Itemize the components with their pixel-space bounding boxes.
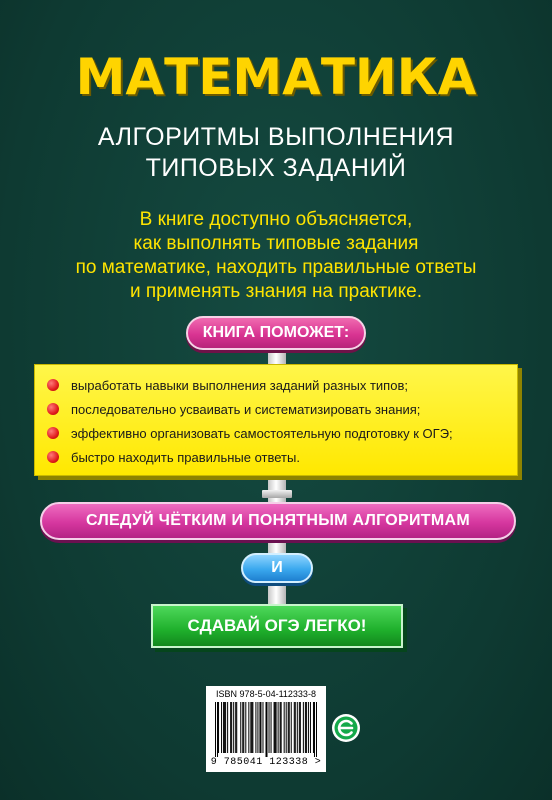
list-item <box>47 445 517 469</box>
barcode-bar <box>295 702 296 753</box>
helps-list <box>34 364 518 476</box>
barcode-bar <box>316 702 317 757</box>
barcode-bar <box>251 702 252 753</box>
exam-banner: СДАВАЙ ОГЭ ЛЕГКО! <box>151 604 403 648</box>
barcode-bar <box>299 702 300 753</box>
helps-header: КНИГА ПОМОЖЕТ: <box>186 316 366 350</box>
barcode-bar <box>314 702 315 757</box>
book-description <box>0 208 552 304</box>
barcode-bar <box>227 702 228 753</box>
barcode-bar <box>257 702 258 753</box>
barcode-bar <box>225 702 226 753</box>
barcode-bars <box>215 702 317 757</box>
barcode-bar <box>262 702 263 753</box>
barcode <box>206 686 326 772</box>
barcode-bar <box>305 702 306 753</box>
barcode-bar <box>231 702 232 753</box>
description-line: по математике, находить правильные ответы <box>75 257 477 278</box>
list-item <box>47 373 517 397</box>
barcode-bar <box>294 702 295 753</box>
barcode-bar <box>230 702 231 753</box>
barcode-bar <box>266 702 267 757</box>
barcode-bar <box>215 702 216 757</box>
description-line: В книге доступно объясняется, <box>139 209 413 230</box>
book-subtitle <box>0 122 552 184</box>
barcode-bar <box>313 702 314 753</box>
barcode-bar <box>274 702 275 753</box>
connector-post-base <box>262 490 292 498</box>
barcode-bar <box>281 702 282 753</box>
red-bullet-icon <box>47 379 59 391</box>
description-line: как выполнять типовые задания <box>133 233 419 254</box>
barcode-bar <box>224 702 225 753</box>
barcode-bar <box>308 702 309 753</box>
barcode-bar <box>245 702 246 753</box>
barcode-bar <box>218 702 219 753</box>
barcode-bar <box>271 702 272 753</box>
barcode-bar <box>310 702 311 753</box>
barcode-bar <box>260 702 261 753</box>
barcode-bar <box>236 702 237 753</box>
barcode-bar <box>240 702 241 753</box>
barcode-bar <box>267 702 268 757</box>
list-item-text: эффективно организовать самостоятельную подготовку к ОГЭ; <box>71 425 453 441</box>
isbn-text: ISBN 978-5-04-112333-8 <box>216 689 316 699</box>
barcode-bar <box>269 702 270 753</box>
subtitle-line: ТИПОВЫХ ЗАДАНИЙ <box>145 154 407 182</box>
barcode-bar <box>303 702 304 753</box>
barcode-bar <box>235 702 236 753</box>
barcode-bar <box>248 702 249 753</box>
description-line: и применять знания на практике. <box>129 281 423 302</box>
red-bullet-icon <box>47 403 59 415</box>
list-item-text: быстро находить правильные ответы. <box>71 449 300 465</box>
barcode-bar <box>297 702 298 753</box>
barcode-bar <box>255 702 256 753</box>
list-item <box>47 421 517 445</box>
list-item-text: последовательно усваивать и систематизировать знания; <box>71 401 421 417</box>
barcode-bar <box>233 702 234 753</box>
red-bullet-icon <box>47 451 59 463</box>
red-bullet-icon <box>47 427 59 439</box>
barcode-bar <box>288 702 289 753</box>
barcode-bar <box>284 702 285 753</box>
list-item-text: выработать навыки выполнения заданий разных типов; <box>71 377 408 393</box>
barcode-bar <box>217 702 218 757</box>
subtitle-line: АЛГОРИТМЫ ВЫПОЛНЕНИЯ <box>97 123 455 151</box>
eksmo-e-logo-icon <box>331 713 361 743</box>
barcode-bar <box>306 702 307 753</box>
barcode-bar <box>300 702 301 753</box>
barcode-bar <box>278 702 279 753</box>
book-title: МАТЕМАТИКА <box>75 48 477 106</box>
barcode-digits: 9 785041 123338 > <box>210 757 322 768</box>
barcode-bar <box>286 702 287 753</box>
barcode-bar <box>291 702 292 753</box>
barcode-bar <box>280 702 281 753</box>
and-connector: И <box>241 553 313 583</box>
barcode-bar <box>276 702 277 753</box>
barcode-bar <box>242 702 243 753</box>
algorithms-banner: СЛЕДУЙ ЧЁТКИМ И ПОНЯТНЫМ АЛГОРИТМАМ <box>40 502 516 540</box>
list-item <box>47 397 517 421</box>
barcode-bar <box>252 702 253 753</box>
barcode-bar <box>223 702 224 753</box>
barcode-bar <box>259 702 260 753</box>
barcode-bar <box>275 702 276 753</box>
barcode-bar <box>243 702 244 753</box>
barcode-bar <box>221 702 222 753</box>
barcode-bar <box>250 702 251 753</box>
barcode-bar <box>289 702 290 753</box>
